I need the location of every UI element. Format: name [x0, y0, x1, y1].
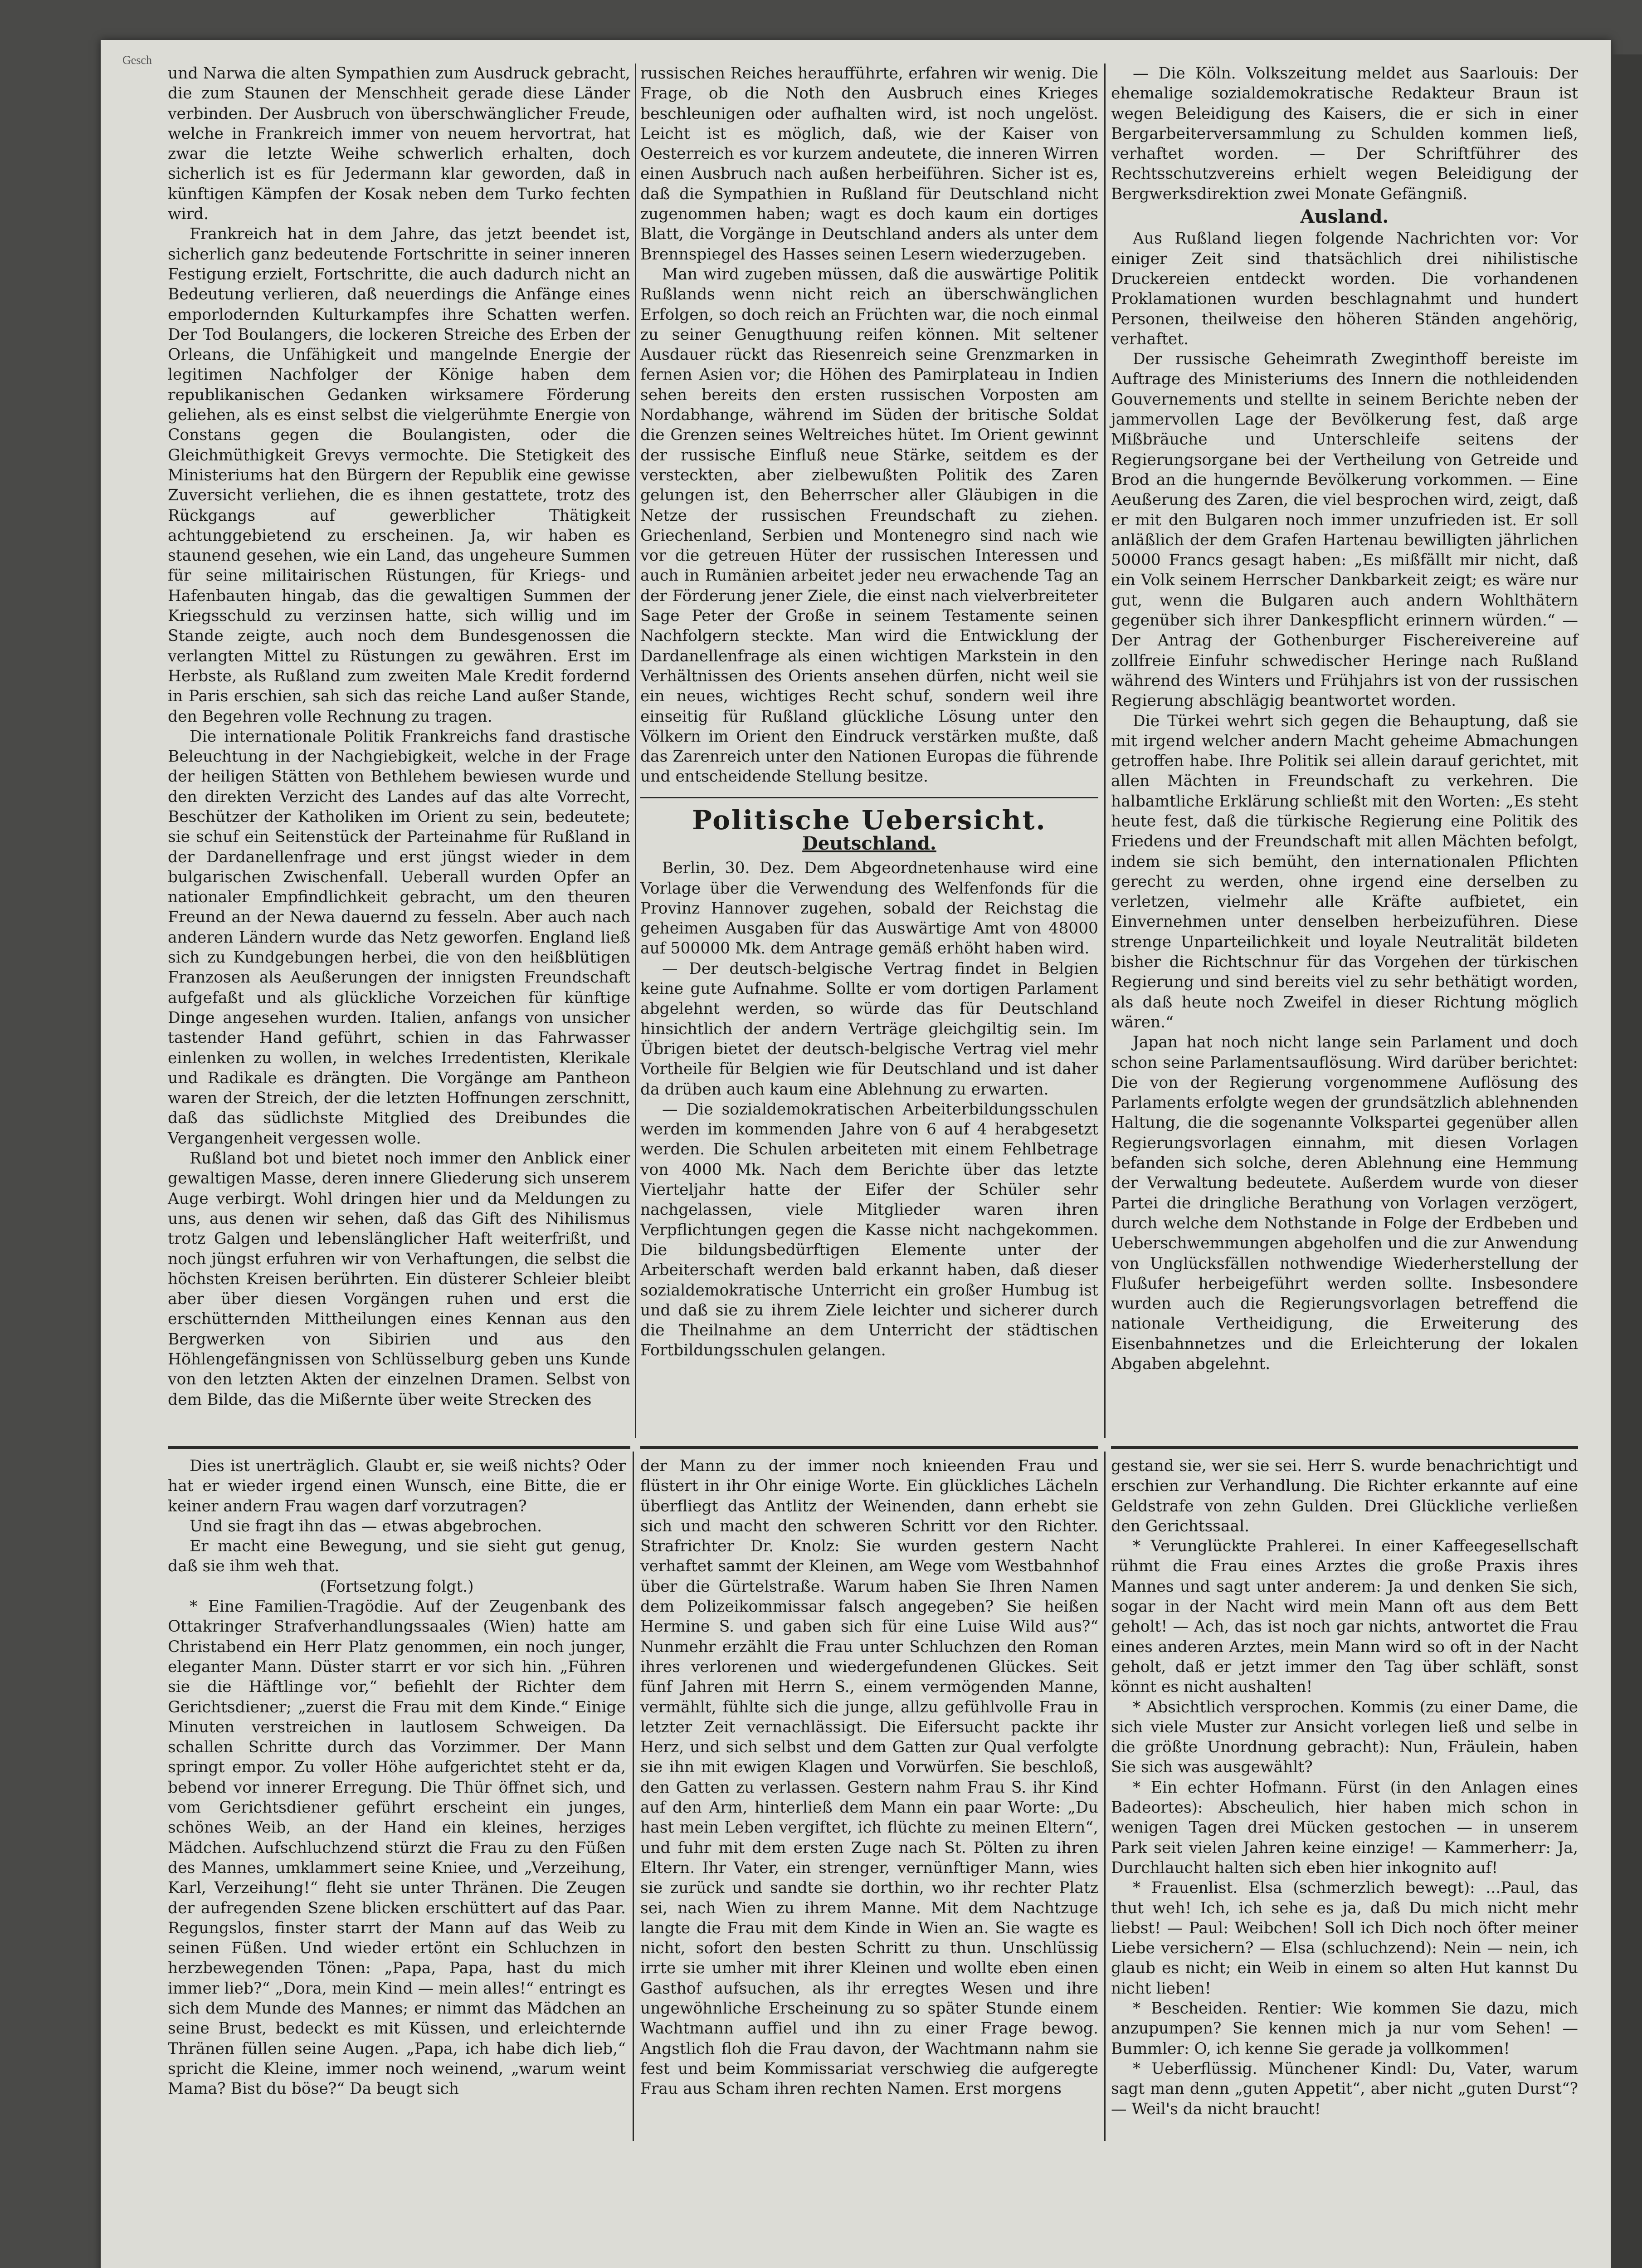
bottom-column-2 — [640, 1456, 1098, 2099]
paragraph: * Bescheiden. Rentier: Wie kommen Sie dazu, mich anzupumpen? Sie kennen mich ja nur vom Sehen! — Bummler: O, ich kenne Sie gerade ja vollkommen! — [1111, 1999, 1578, 2058]
paragraph: * Eine Familien-Tragödie. Auf der Zeugenbank des Ottakringer Strafverhandlungssaales (Wien) hatte am Christabend ein Herr Platz genommen, ein noch junger, eleganter Mann. Düster starrt er vor sich hin. „Führen sie die Häftlinge vor,“ befiehlt der Richter dem Gerichtsdiener; „zuerst die Frau mit dem Kinde.“ Einige Minuten verstreichen in lautlosem Schweigen. Da schallen Schritte durch das Vorzimmer. Der Mann springt empor. Zu voller Höhe aufgerichtet steht er da, bebend vor innerer Erregung. Die Thür öffnet sich, und vom Gerichtsdiener geführt erscheint ein junges, schönes Weib, an der Hand ein kleines, herziges Mädchen. Aufschluchzend stürzt die Frau zu den Füßen des Mannes, umklammert seine Kniee, und „Verzeihung, Karl, Verzeihung!“ fleht sie unter Thränen. Die Zeugen der aufregenden Szene blicken erschüttert auf das Paar. Regungslos, finster starrt der Mann auf das Weib zu seinen Füßen. Und wieder ertönt ein Schluchzen in herzbewegenden Tönen: „Papa, Papa, hast du mich immer lieb?“ „Dora, mein Kind — mein alles!“ entringt es sich dem Munde des Mannes; er nimmt das Mädchen an seine Brust, bedeckt es mit Küssen, und erleichternde Thränen füllen seine Augen. „Papa, ich habe dich lieb,“ spricht die Kleine, immer noch weinend, „warum weint Mama? Bist du böse?“ Da beugt sich — [168, 1598, 626, 2098]
paragraph: * Ein echter Hofmann. Fürst (in den Anlagen eines Badeortes): Abscheulich, hier haben mich schon in wenigen Tagen drei Mücken gestochen — in unserem Park seit vielen Jahren keine einzige! — Kammerherr: Ja, Durchlaucht halten sich eben hier inkognito auf! — [1111, 1778, 1578, 1877]
paragraph: * Frauenlist. Elsa (schmerzlich bewegt): ...Paul, das thut weh! Ich, ich sehe es ja, daß Du mich nicht mehr liebst! — Paul: Weibchen! Soll ich Dich noch öfter meiner Liebe versichern? — Elsa (schluchzend): Nein — nein, ich glaub es nicht; ein Weib in einem so alten Hut kannst Du nicht lieben! — [1111, 1879, 1578, 1998]
top-column-1 — [168, 64, 630, 1410]
paragraph: Die internationale Politik Frankreichs fand drastische Beleuchtung in der Nachgiebigkeit, welche in der Frage der heiligen Stätten von Bethlehem bewiesen wurde und den direkten Verzicht des Landes auf das alte Vorrecht, Beschützer der Katholiken im Orient zu sein, bedeutete; sie schuf ein Seitenstück der Parteinahme für Rußland in der Dardanellenfrage und erst jüngst wieder in dem bulgarischen Zwischenfall. Ueberall wurden Opfer an nationaler Empfindlichkeit gebracht, um den theuren Freund an der Newa dauernd zu fesseln. Aber auch nach anderen Ländern wurde das Netz geworfen. England ließ sich zu Kundgebungen herbei, die von den heißblütigen Franzosen als Aeußerungen der innigsten Freundschaft aufgefaßt und als glückliche Vorzeichen für künftige Dinge angesehen wurden. Italien, anfangs von unsicher tastender Hand geführt, schien in das Fahrwasser einlenken zu wollen, in welches Irredentisten, Klerikale und Radikale es drängten. Die Vorgänge am Pantheon waren der Streich, der die letzten Hoffnungen zerschnitt, daß das südlichste Mitglied des Dreibundes die Vergangenheit vergessen wolle. — [168, 727, 630, 1148]
top-column-2 — [640, 64, 1098, 1361]
paragraph: * Ueberflüssig. Münchener Kindl: Du, Vater, warum sagt man denn „guten Appetit“, aber nicht „guten Durst“? — Weil's da nicht braucht! — [1111, 2059, 1578, 2118]
paragraph: Frankreich hat in dem Jahre, das jetzt beendet ist, sicherlich ganz bedeutende Fortschritte in seiner inneren Festigung erzielt, Fortschritte, die auch dadurch nicht an Bedeutung verlieren, daß neuerdings die Anfänge eines emporlodernden Kulturkampfes ihre Schatten werfen. Der Tod Boulangers, die lockeren Streiche des Erben der Orleans, die Unfähigkeit und mangelnde Energie der legitimen Nachfolger der Könige haben dem republikanischen Gedanken wirksamere Förderung geliehen, als es einst selbst die vielgerühmte Energie von Constans gegen die Boulangisten, oder die Gleichmüthigkeit Grevys vermochte. Die Stetigkeit des Ministeriums hat den Bürgern der Republik eine gewisse Zuversicht verliehen, die es ihnen gestattete, trotz des Rückgangs auf gewerblicher Thätigkeit achtunggebietend zu erscheinen. Ja, wir haben es staunend gesehen, wie ein Land, das ungeheure Summen für seine militairischen Rüstungen, für Kriegs- und Hafenbauten hingab, das die gewaltigen Summen der Kriegsschuld zu verzinsen hatte, sich willig und im Stande zeigte, auch noch dem Bundesgenossen die verlangten Mittel zu Rüstungen zu gewähren. Erst im Herbste, als Rußland zum zweiten Male Kredit fordernd in Paris erschien, sah sich das reiche Land außer Stande, den Begehren volle Rechnung zu tragen. — [168, 225, 630, 726]
feuilleton-separator-3 — [1111, 1446, 1578, 1449]
paragraph: Japan hat noch nicht lange sein Parlament und doch schon seine Parlamentsauflösung. Wird darüber berichtet: Die von der Regierung vorgenommene Auflösung des Parlaments erfolgte wegen der grundsätzlich ablehnenden Haltung, die die sogenannte Volkspartei gegenüber allen Regierungsvorlagen einnahm, mit diesen Vorlagen befanden sich solche, deren Ablehnung eine Hemmung der Verwaltung bedeutete. Außerdem wurde von dieser Partei die dringliche Berathung von Vorlagen verzögert, durch welche dem Nothstande in Folge der Erdbeben und Ueberschwemmungen abgeholfen und die zur Anwendung von Unglücksfällen nothwendige Wiederherstellung der Flußufer herbeigeführt werden sollte. Insbesondere wurden auch die Regierungsvorlagen betreffend die nationale Vertheidigung, die Erweiterung des Eisenbahnnetzes und die Erleichterung der lokalen Abgaben abgelehnt. — [1111, 1033, 1578, 1373]
paragraph: * Absichtlich versprochen. Kommis (zu einer Dame, die sich viele Muster zur Ansicht vorlegen ließ und selbe in die größte Unordnung gebracht): Nun, Fräulein, haben Sie sich was ausgewählt? — [1111, 1698, 1578, 1777]
ausland-news — [1111, 229, 1578, 1374]
paragraph: russischen Reiches heraufführte, erfahren wir wenig. Die Frage, ob die Noth den Ausbruch eines Krieges beschleunigen oder aufhalten wird, ist noch ungelöst. Leicht ist es möglich, daß, wie der Kaiser von Oesterreich es vor kurzem andeutete, die inneren Wirren einen Ausbruch nach außen herbeiführen. Sicher ist es, daß die Sympathien in Rußland für Deutschland nicht zugenommen haben; wagt es doch kaum ein dortiges Blatt, die Vorgänge in Deutschland anders als unter dem Brennspiegel des Hasses seinen Lesern wiederzugeben. — [640, 64, 1098, 264]
section-rule — [640, 797, 1098, 798]
paragraph: — Die sozialdemokratischen Arbeiterbildungsschulen werden im kommenden Jahre von 6 auf 4 herabgesetzt werden. Die Schulen arbeiteten mit einem Fehlbetrage von 4000 Mk. Nach dem Berichte über das letzte Vierteljahr hatte der Eifer der Schüler sehr nachgelassen, viele Mitglieder waren ihren Verpflichtungen gegen die Kasse nicht nachgekommen. Die bildungsbedürftigen Elemente unter der Arbeiterschaft werden bald erkannt haben, daß dieser sozialdemokratische Unterricht ein großer Humbug ist und daß sie zu ihrem Ziele leichter und sicherer durch die Theilnahme an dem Unterricht der städtischen Fortbildungsschulen gelangen. — [640, 1100, 1098, 1360]
paragraph: und Narwa die alten Sympathien zum Ausdruck gebracht, die zum Staunen der Menschheit gerade diese Länder verbinden. Der Ausbruch von überschwänglicher Freude, welche in Frankreich immer von neuem hervortrat, hat zwar die letzte Weihe schwerlich erhalten, doch sicherlich ist es für Jedermann klar geworden, daß in künftigen Kämpfen der Kosak neben dem Turko fechten wird. — [168, 64, 630, 224]
paragraph: * Verunglückte Prahlerei. In einer Kaffeegesellschaft rühmt die Frau eines Arztes die große Praxis ihres Mannes und sagt unter anderem: Ja und denken Sie sich, sogar in der Nacht wird mein Mann oft aus dem Bett geholt! — Ach, das ist noch gar nichts, antwortet die Frau eines anderen Arztes, mein Mann wird so oft in der Nacht geholt, daß er jetzt immer den Tag über schläft, sonst könnt es nicht aushalten! — [1111, 1537, 1578, 1696]
paragraph: der Mann zu der immer noch knieenden Frau und flüstert in ihr Ohr einige Worte. Ein glückliches Lächeln überfliegt das Antlitz der Weinenden, dann erhebt sie sich und macht den schweren Schritt vor den Richter. Strafrichter Dr. Knolz: Sie wurden gestern Nacht verhaftet sammt der Kleinen, am Wege vom Westbahnhof über die Gürtelstraße. Warum haben Sie Ihren Namen dem Polizeikommissar falsch angegeben? Sie heißen Hermine S. und gaben sich für eine Luise Wild aus?“ Nunmehr erzählt die Frau unter Schluchzen den Roman ihres verlorenen und wiedergefundenen Glückes. Seit fünf Jahren mit Herrn S., einem vermögenden Manne, vermählt, fühlte sich die junge, allzu gefühlvolle Frau in letzter Zeit vernachlässigt. Die Eifersucht packte ihr Herz, und sich selbst und dem Gatten zur Qual verfolgte sie ihn mit ewigen Klagen und Vorwürfen. Sie beschloß, den Gatten zu verlassen. Gestern nahm Frau S. ihr Kind auf den Arm, hinterließ dem Mann ein paar Worte: „Du hast mein Leben vergiftet, ich flüchte zu meinen Eltern“, und fuhr mit dem ersten Zuge nach St. Pölten zu ihren Eltern. Ihr Vater, ein strenger, vernünftiger Mann, wies sie zurück und sandte sie dorthin, wo ihr rechter Platz sei, nach Wien zu ihrem Manne. Mit dem Nachtzuge langte die Frau mit dem Kinde in Wien an. Sie wagte es nicht, sofort den besten Schritt zu thun. Unschlüssig irrte sie umher mit ihrer Kleinen und wollte eben einen Gasthof aufsuchen, als ihr erregtes Wesen und ihre ungewöhnliche Erscheinung zu so später Stunde einem Wachtmann auffiel und ihn zu einer Frage bewog. Angstlich floh die Frau davon, der Wachtmann nahm sie fest und beim Kommissariat verschwieg die aufgeregte Frau aus Scham ihren rechten Namen. Erst morgens — [640, 1457, 1098, 2098]
column-divider-top-2 — [1104, 64, 1106, 1438]
column-divider-bottom-2 — [1104, 1452, 1106, 2141]
paragraph: Rußland bot und bietet noch immer den Anblick einer gewaltigen Masse, deren innere Gliederung sich unserem Auge verbirgt. Wohl dringen hier und da Meldungen zu uns, aus denen wir sehen, daß das Gift des Nihilismus trotz Galgen und lebenslänglicher Haft weiterfrißt, und noch jüngst erfuhren wir von Verhaftungen, die selbst die höchsten Kreisen berührten. Ein düsterer Schleier bleibt aber über diesen Vorgängen ruhen und erst die erschütternden Mittheilungen eines Kennan aus den Bergwerken von Sibirien und aus den Höhlengefängnissen von Schlüsselburg geben uns Kunde von den letzten Akten der einzelnen Dramen. Selbst von dem Bilde, das die Mißernte über weite Strecken des — [168, 1149, 630, 1409]
paragraph: — Der deutsch-belgische Vertrag findet in Belgien keine gute Aufnahme. Sollte er vom dortigen Parlament abgelehnt werden, so würde das für Deutschland hinsichtlich der andern Verträge gleichgiltig sein. Im Übrigen bietet der deutsch-belgische Vertrag viel mehr Vortheile für Belgien wie für Deutschland und ist daher da drüben auch kaum eine Ablehnung zu erwarten. — [640, 959, 1098, 1099]
paragraph: Er macht eine Bewegung, und sie sieht gut genug, daß sie ihm weh that. — [168, 1537, 626, 1576]
paragraph: gestand sie, wer sie sei. Herr S. wurde benachrichtigt und erschien zur Verhandlung. Die Richter erkannte auf eine Geldstrafe von zehn Gulden. Drei Glückliche verließen den Gerichtssaal. — [1111, 1457, 1578, 1535]
feuilleton-separator-1 — [168, 1446, 630, 1449]
paragraph: Und sie fragt ihn das — etwas abgebrochen. — [190, 1517, 542, 1535]
column-2-intro — [640, 64, 1098, 787]
paragraph: (Fortsetzung folgt.) — [320, 1577, 474, 1596]
paragraph: — Die Köln. Volkszeitung meldet aus Saarlouis: Der ehemalige sozialdemokratische Redakteur Braun ist wegen Beleidigung des Kaisers, die er sich in einer Bergarbeiterversammlung zu Schulden kommen ließ, verhaftet worden. — Der Schriftführer des Rechtsschutzvereins erhielt wegen Beleidigung der Bergwerksdirektion zwei Monate Gefängniß. — [1111, 64, 1578, 203]
paragraph: Die Türkei wehrt sich gegen die Behauptung, daß sie mit irgend welcher andern Macht geheime Abmachungen getroffen habe. Ihre Politik sei allein darauf gerichtet, mit allen Mächten in Freundschaft zu verkehren. Die halbamtliche Erklärung schließt mit den Worten: „Es steht heute fest, daß die türkische Regierung eine Politik des Friedens und der Freundschaft mit allen Mächten befolgt, indem sie sich bemüht, den internationalen Pflichten gerecht zu werden, ohne irgend eine derselben zu verletzen, vielmehr alle Kräfte aufbietet, ein Einvernehmen unter denselben herbeizuführen. Diese strenge Unparteilichkeit und loyale Neutralität bildeten bisher die Richtschnur für das Vorgehen der türkischen Regierung und sind bereits viel zu sehr bethätigt worden, als daß heute noch Zweifel in dieser Richtung möglich wären.“ — [1111, 712, 1578, 1031]
column-divider-bottom-1 — [633, 1452, 634, 2141]
deutschland-title: Deutschland. — [802, 832, 936, 854]
ausland-title: Ausland. — [1300, 206, 1389, 228]
politische-uebersicht-title: Politische Uebersicht. — [692, 804, 1047, 836]
bottom-column-3 — [1111, 1456, 1578, 2119]
paragraph: Dies ist unerträglich. Glaubt er, sie weiß nichts? Oder hat er wieder irgend einen Wunsch, eine Bitte, die er keiner andern Frau wagen darf vorzutragen? — [168, 1457, 626, 1515]
deutschland-news — [640, 858, 1098, 1360]
top-column-3 — [1111, 64, 1578, 1374]
paragraph: Der russische Geheimrath Zweginthoff bereiste im Auftrage des Ministeriums des Innern die nothleidenden Gouvernements und stellte in seinem Berichte neben der jammervollen Lage der Bevölkerung fest, daß arge Mißbräuche und Unterschleife seitens der Regierungsorgane bei der Vertheilung von Getreide und Brod an die hungernde Bevölkerung vorkommen. — Eine Aeußerung des Zaren, die viel besprochen wird, zeigt, daß er mit den Bulgaren noch immer unzufrieden ist. Er soll anläßlich der dem Grafen Hartenau bewilligten jährlichen 50000 Francs gesagt haben: „Es mißfällt mir nicht, daß ein Volk seinem Herrscher Dankbarkeit zeigt; es wäre nur gut, wenn die Bulgaren auch andern Wohlthätern gegenüber sich ihrer Dankespflicht erinnern würden.“ — Der Antrag der Gothenburger Fischereivereine auf zollfreie Einfuhr schwedischer Heringe nach Rußland während des Winters und Frühjahrs ist von der russischen Regierung abschlägig beantwortet worden. — [1111, 350, 1578, 710]
saarlouis-news — [1111, 64, 1578, 204]
paragraph: Aus Rußland liegen folgende Nachrichten vor: Vor einiger Zeit sind thatsächlich drei nihilistische Druckereien entdeckt worden. Die vorhandenen Proklamationen wurden beschlagnahmt und hundert Personen, theilweise den höheren Ständen angehörig, verhaftet. — [1111, 230, 1578, 348]
paragraph: Berlin, 30. Dez. Dem Abgeordnetenhause wird eine Vorlage über die Verwendung des Welfenfonds für die Provinz Hannover zugehen, sobald der Reichstag die geheimen Ausgaben für das Auswärtige Amt von 48000 auf 500000 Mk. dem Antrage gemäß erhöht haben wird. — [640, 859, 1098, 958]
feuilleton-separator-2 — [640, 1446, 1098, 1449]
column-divider-top-1 — [635, 64, 636, 1438]
page-header-tag: Gesch — [122, 54, 152, 67]
paragraph: Man wird zugeben müssen, daß die auswärtige Politik Rußlands wenn nicht reich an überschwänglichen Erfolgen, so doch reich an Früchten war, die noch einmal zu seiner Genugthuung reifen können. Mit seltener Ausdauer rückt das Riesenreich seine Grenzmarken in fernen Asien vor; die Höhen des Pamirplateau in Indien sehen bereits den ersten russischen Vorposten am Nordabhange, während im Süden der britische Soldat die Grenzen seines Weltreiches hütet. Im Orient gewinnt der russische Einfluß neue Stärke, seitdem es der versteckten, aber zielbewußten Politik des Zaren gelungen ist, den Beherrscher aller Gläubigen in die Netze der russischen Freundschaft zu ziehen. Griechenland, Serbien und Montenegro sind nach wie vor die getreuen Hüter der russischen Interessen und auch in Rumänien arbeitet jeder neu erwachende Tag an der Förderung jener Ziele, die einst nach vielverbreiteter Sage Peter der Große in seinem Testamente seinen Nachfolgern steckte. Man wird die Entwicklung der Dardanellenfrage als einen wichtigen Markstein in den Verhältnissen des Orients ansehen dürfen, nicht weil sie ein neues, wichtiges Recht schuf, sondern weil ihre einseitig für Rußland glückliche Lösung unter den Völkern im Orient den Eindruck verstärken mußte, daß das Zarenreich unter den Nationen Europas die führende und entscheidende Stellung besitze. — [640, 265, 1098, 786]
next-page-edge — [1611, 54, 1642, 2268]
bottom-column-1 — [168, 1456, 626, 2099]
